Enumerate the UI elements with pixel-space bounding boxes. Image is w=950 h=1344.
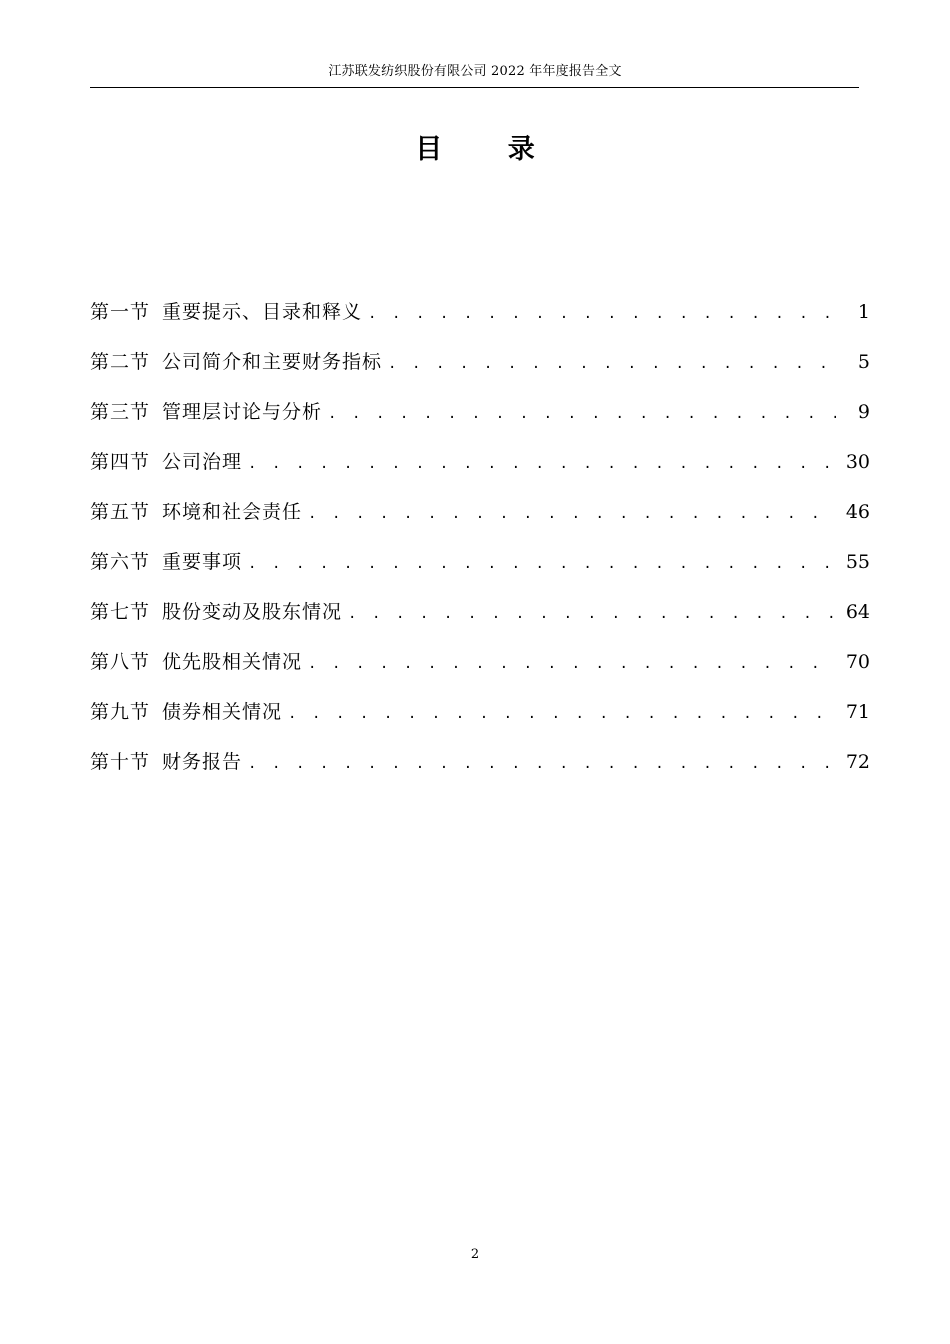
toc-dot-leader xyxy=(308,495,836,533)
toc-dot-leader xyxy=(248,545,836,583)
toc-section-title: 公司简介和主要财务指标 xyxy=(162,351,383,373)
toc-section-number: 第四节 xyxy=(90,451,151,473)
toc-dot-leader xyxy=(248,445,836,483)
toc-entry-9[interactable] xyxy=(90,693,870,743)
header-divider xyxy=(90,87,859,88)
toc-page-number: 64 xyxy=(845,601,870,623)
toc-page-number: 72 xyxy=(845,751,870,773)
toc-entry-2[interactable] xyxy=(90,343,870,393)
toc-page-number: 55 xyxy=(845,551,870,573)
toc-dot-leader xyxy=(348,595,836,633)
page-number: 2 xyxy=(470,1247,480,1262)
toc-entry-4[interactable] xyxy=(90,443,870,493)
toc-page-number: 9 xyxy=(857,401,870,423)
toc-section-number: 第六节 xyxy=(90,551,151,573)
toc-section-number: 第十节 xyxy=(90,751,151,773)
toc-dot-leader xyxy=(328,395,836,433)
toc-page-number: 30 xyxy=(845,451,870,473)
toc-section-title: 债券相关情况 xyxy=(162,701,283,723)
toc-entry-3[interactable] xyxy=(90,393,870,443)
toc-dot-leader xyxy=(388,345,836,383)
toc-section-number: 第二节 xyxy=(90,351,151,373)
toc-section-number: 第五节 xyxy=(90,501,151,523)
toc-section-number: 第一节 xyxy=(90,301,151,323)
toc-page-number: 70 xyxy=(845,651,870,673)
toc-section-number: 第九节 xyxy=(90,701,151,723)
page-title: 目 录 xyxy=(415,134,563,165)
toc-section-number: 第七节 xyxy=(90,601,151,623)
toc-page-number: 5 xyxy=(857,351,870,373)
toc-entry-5[interactable] xyxy=(90,493,870,543)
toc-section-title: 财务报告 xyxy=(162,751,243,773)
toc-section-title: 重要事项 xyxy=(162,551,243,573)
toc-entry-6[interactable] xyxy=(90,543,870,593)
toc-page-number: 71 xyxy=(845,701,870,723)
toc-page-number: 46 xyxy=(845,501,870,523)
toc-dot-leader xyxy=(248,745,836,783)
toc-dot-leader xyxy=(288,695,836,733)
running-header: 江苏联发纺织股份有限公司 2022 年年度报告全文 xyxy=(328,64,622,79)
toc-page-number: 1 xyxy=(857,301,870,323)
toc-section-title: 重要提示、目录和释义 xyxy=(162,301,363,323)
toc-section-number: 第八节 xyxy=(90,651,151,673)
toc-entry-8[interactable] xyxy=(90,643,870,693)
toc-section-title: 公司治理 xyxy=(162,451,243,473)
toc-section-title: 股份变动及股东情况 xyxy=(162,601,343,623)
toc-dot-leader xyxy=(368,295,836,333)
toc-section-number: 第三节 xyxy=(90,401,151,423)
table-of-contents xyxy=(90,293,870,793)
toc-entry-1[interactable] xyxy=(90,293,870,343)
toc-entry-7[interactable] xyxy=(90,593,870,643)
toc-dot-leader xyxy=(308,645,836,683)
toc-section-title: 优先股相关情况 xyxy=(162,651,303,673)
toc-entry-10[interactable] xyxy=(90,743,870,793)
toc-section-title: 管理层讨论与分析 xyxy=(162,401,323,423)
toc-section-title: 环境和社会责任 xyxy=(162,501,303,523)
